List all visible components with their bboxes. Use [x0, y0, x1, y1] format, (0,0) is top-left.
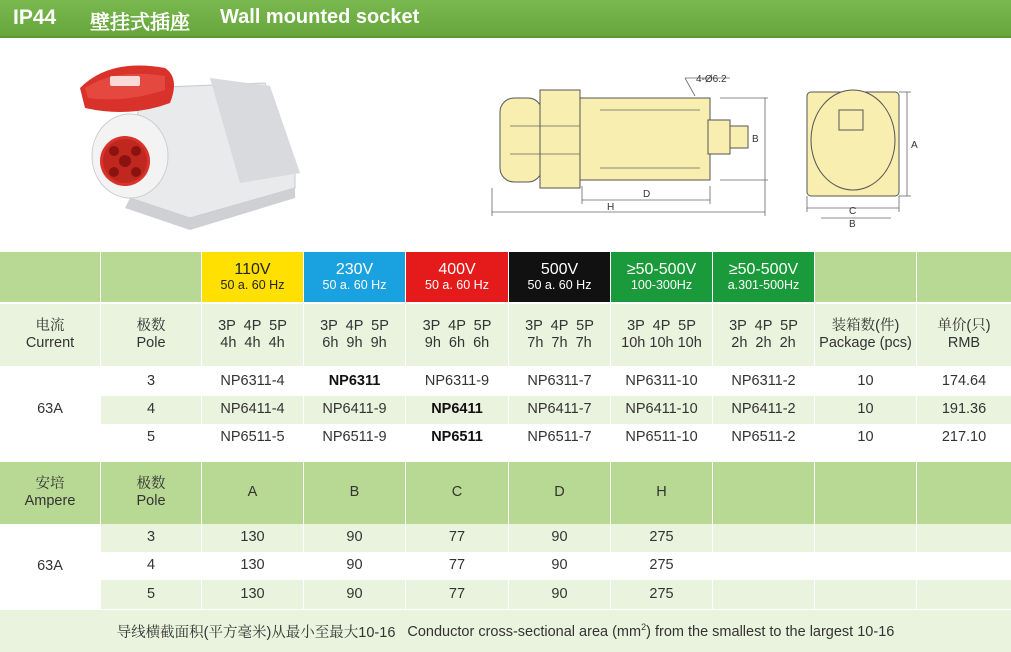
side-dimension-drawing: [480, 68, 780, 228]
dim-cell: 130: [240, 529, 265, 546]
package-cell: 10: [857, 401, 874, 418]
model-cell: NP6311-9: [424, 373, 490, 390]
dim-cell: 90: [346, 585, 363, 602]
dim-cell: 275: [649, 529, 674, 546]
ip-rating: IP44: [13, 6, 57, 29]
hole-label: 4-Ø6.2: [696, 74, 727, 85]
table-row: [101, 524, 1011, 552]
model-cell: NP6311: [328, 373, 381, 390]
dim-b-label: B: [752, 134, 759, 145]
price-header: 单价(只) RMB: [937, 317, 991, 351]
voltage-header-blank-1: [0, 252, 100, 302]
voltage-high-freq-1-header: ≥50-500V 100-300Hz: [611, 252, 712, 302]
dim-cell: 90: [346, 529, 363, 546]
model-cell: NP6511-5: [220, 429, 285, 446]
package-cell: 10: [857, 429, 874, 446]
package-header: 装箱数(件) Package (pcs): [819, 317, 912, 351]
dim-d-label: D: [643, 189, 651, 200]
dim-c-header: C: [451, 484, 463, 501]
model-cell: NP6311-2: [731, 373, 796, 390]
table-row: [101, 424, 1011, 452]
pole-hour-header: 3P 4P 5P 10h 10h 10h: [621, 317, 702, 351]
price-cell: 191.36: [941, 401, 987, 418]
voltage-header-blank-3: [815, 252, 916, 302]
model-cell: NP6311-7: [527, 373, 592, 390]
voltage-110-header: 110V 50 a. 60 Hz: [202, 252, 303, 302]
footer-note: [0, 610, 1011, 652]
footer-english: Conductor cross-sectional area $(mm^2)$ from the smallest to the largest 10-16: [407, 622, 895, 640]
model-cell: NP6311-10: [625, 373, 698, 390]
current-value: 63A: [37, 401, 63, 418]
price-cell: 174.64: [941, 373, 987, 390]
pole-hour-header: 3P 4P 5P 4h 4h 4h: [218, 317, 287, 351]
pole-header: 极数 Pole: [136, 317, 166, 351]
title-chinese: 壁挂式插座: [90, 10, 190, 34]
front-dimension-drawing: [795, 80, 935, 230]
dim-h-label: H: [607, 202, 615, 213]
model-cell: NP6411-2: [731, 401, 796, 418]
pole-cell: 4: [146, 401, 156, 418]
footer-chinese: 导线横截面积(平方毫米)从最小至最大10-16: [116, 624, 396, 641]
dim-c-label: C: [849, 206, 857, 217]
ampere-value: 63A: [37, 557, 63, 574]
model-cell: NP6411: [431, 401, 483, 418]
product-photo: [70, 58, 310, 238]
dim-b-header: B: [349, 484, 360, 501]
dim-cell: 275: [649, 557, 674, 574]
dim-cell: 90: [551, 529, 568, 546]
pole-cell: 5: [146, 585, 156, 602]
voltage-header-blank-2: [101, 252, 201, 302]
voltage-high-freq-2-header: ≥50-500V a.301-500Hz: [713, 252, 814, 302]
table1-column-headers: [0, 304, 1011, 366]
ampere-header: 安培 Ampere: [24, 475, 76, 509]
pole-cell: 3: [146, 529, 156, 546]
current-header: 电流 Current: [25, 317, 75, 351]
pole-cell: 3: [146, 373, 156, 390]
title-band: [0, 0, 1011, 38]
table-row: [101, 552, 1011, 580]
model-cell: NP6411-10: [625, 401, 698, 418]
voltage-500-header: 500V 50 a. 60 Hz: [509, 252, 610, 302]
pole-hour-header: 3P 4P 5P 6h 9h 9h: [320, 317, 389, 351]
voltage-header-blank-4: [917, 252, 1011, 302]
pole-cell: 5: [146, 429, 156, 446]
dim-b2-label: B: [849, 219, 856, 230]
pole-header: 极数 Pole: [136, 475, 166, 509]
dim-cell: 90: [551, 557, 568, 574]
price-cell: 217.10: [941, 429, 987, 446]
pole-cell: 4: [146, 557, 156, 574]
pole-hour-header: 3P 4P 5P 2h 2h 2h: [729, 317, 798, 351]
pole-hour-header: 3P 4P 5P 7h 7h 7h: [525, 317, 594, 351]
dim-cell: 77: [448, 585, 466, 602]
table-row: [101, 368, 1011, 396]
model-cell: NP6511: [431, 429, 483, 446]
model-cell: NP6511-2: [731, 429, 796, 446]
model-cell: NP6511-10: [625, 429, 698, 446]
dim-cell: 77: [448, 557, 466, 574]
dim-cell: 130: [240, 557, 265, 574]
dim-h-header: H: [656, 484, 667, 501]
model-cell: NP6411-4: [220, 401, 285, 418]
dim-cell: 130: [240, 585, 265, 602]
package-cell: 10: [857, 373, 874, 390]
dim-cell: 77: [448, 529, 466, 546]
voltage-230-header: 230V 50 a. 60 Hz: [304, 252, 405, 302]
dim-d-header: D: [554, 484, 565, 501]
table-row: [101, 580, 1011, 609]
table-row: [101, 396, 1011, 424]
model-cell: NP6411-7: [527, 401, 592, 418]
model-cell: NP6311-4: [220, 373, 285, 390]
dim-a-header: A: [247, 484, 258, 501]
pole-hour-header: 3P 4P 5P 9h 6h 6h: [422, 317, 492, 351]
model-cell: NP6411-9: [322, 401, 387, 418]
voltage-header-row: [0, 252, 1011, 302]
dim-a-label: A: [911, 140, 918, 151]
title-english: Wall mounted socket: [220, 6, 420, 28]
dim-cell: 90: [346, 557, 363, 574]
voltage-400-header: 400V 50 a. 60 Hz: [406, 252, 508, 302]
model-cell: NP6511-9: [322, 429, 387, 446]
dim-cell: 90: [551, 585, 568, 602]
model-cell: NP6511-7: [527, 429, 592, 446]
dim-cell: 275: [649, 585, 674, 602]
table2-column-headers: [0, 462, 1011, 524]
